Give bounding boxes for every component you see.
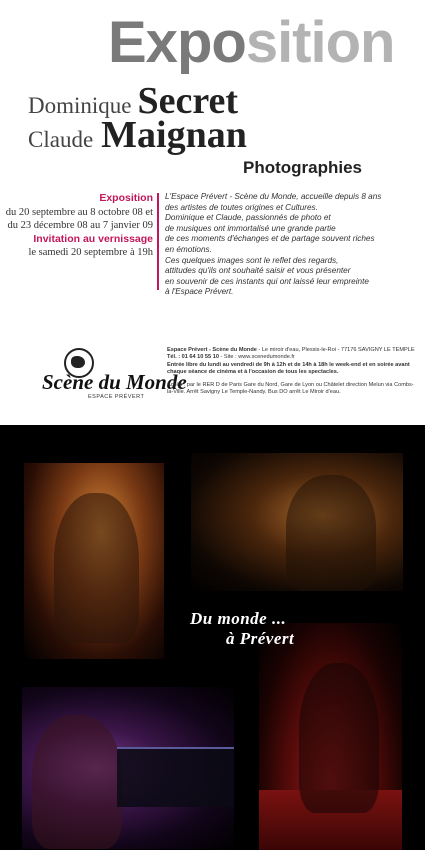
dates-block [0, 192, 153, 260]
venue-access: Accès : par le RER D de Paris Gare du Nord, Gare de Lyon ou Châtelet direction Melun via Combs-la-Ville. Arrêt Savigny Le Temple-Nandy. Bus DO arrêt Le Miroir d'eau. [167, 381, 414, 396]
intro-line: de ces moments d'échanges et de partage souvent riches [165, 234, 375, 244]
logo-brand: Scène du Monde [42, 370, 187, 394]
title-part-dark: Expo [108, 10, 246, 75]
photo-pianist [22, 687, 234, 849]
date-range-1: du 20 septembre au 8 octobre 08 et [5, 206, 153, 218]
artist-2-first-name: Claude [28, 127, 94, 152]
tagline-line-2: à Prévert [226, 629, 295, 648]
title-part-light: sition [245, 10, 395, 75]
photo-singer [191, 453, 403, 591]
intro-line: en émotions. [165, 244, 212, 254]
intro-line: L'Espace Prévert - Scène du Monde, accueille depuis 8 ans [165, 192, 382, 201]
intro-line: de musiques ont immortalisé une grande partie [165, 223, 336, 233]
poster-title [108, 10, 395, 75]
intro-line: en souvenir de ces instants qui ont laissé leur empreinte [165, 276, 369, 286]
scene-du-monde-logo [42, 348, 187, 408]
venue-address: - Le miroir d'eau, Plessis-le-Roi - 77176 SAVIGNY LE TEMPLE [256, 347, 415, 353]
photo-figure [54, 493, 139, 643]
venue-phone: Tél. : 01 64 10 55 10 [167, 354, 219, 361]
intro-text [165, 192, 415, 298]
artist-1-last-name: Secret [137, 80, 239, 122]
logo-subtitle: ESPACE PRÉVERT [88, 394, 145, 400]
artist-2-last-name: Maignan [101, 114, 247, 156]
photo-figure [32, 715, 122, 849]
intro-line: des artistes de toutes origines et Cultures. [165, 202, 318, 212]
subtitle: Photographies [243, 158, 363, 177]
accent-divider [157, 193, 159, 290]
photo-erhu-player [24, 463, 164, 659]
tagline [190, 609, 294, 649]
tagline-line-1: Du monde ... [190, 609, 287, 628]
artist-2 [28, 116, 247, 154]
venue-hours: Entrée libre du lundi au vendredi de 9h à 12h et de 14h à 18h le week-end et en soirée avant chaque séance de cinéma et à l'occasion de tous les spectacles. [167, 361, 410, 376]
date-range-2: du 23 décembre 08 au 7 janvier 09 [7, 220, 153, 231]
expo-heading: Exposition [99, 192, 153, 204]
venue-name: Espace Prévert - Scène du Monde [167, 347, 257, 353]
venue-site: - Site : www.scenedumonde.fr [218, 354, 295, 361]
intro-line: Dominique et Claude, passionnés de photo et [165, 213, 331, 223]
intro-line: Ces quelques images sont le reflet des regards, [165, 255, 339, 265]
artist-1-first-name: Dominique [28, 93, 132, 118]
vernissage-date: le samedi 20 septembre à 19h [28, 247, 153, 258]
photo-panel [0, 425, 425, 850]
photo-piano [117, 747, 234, 807]
venue-info [167, 347, 419, 396]
intro-line: attitudes qu'ils ont souhaité saisir et vous présenter [165, 266, 351, 276]
intro-line: à l'Espace Prévert. [165, 287, 234, 297]
vernissage-heading: Invitation au vernissage [33, 232, 153, 245]
photo-figure [286, 475, 376, 591]
photo-stage-performers [259, 623, 402, 850]
photo-figure [299, 663, 379, 813]
